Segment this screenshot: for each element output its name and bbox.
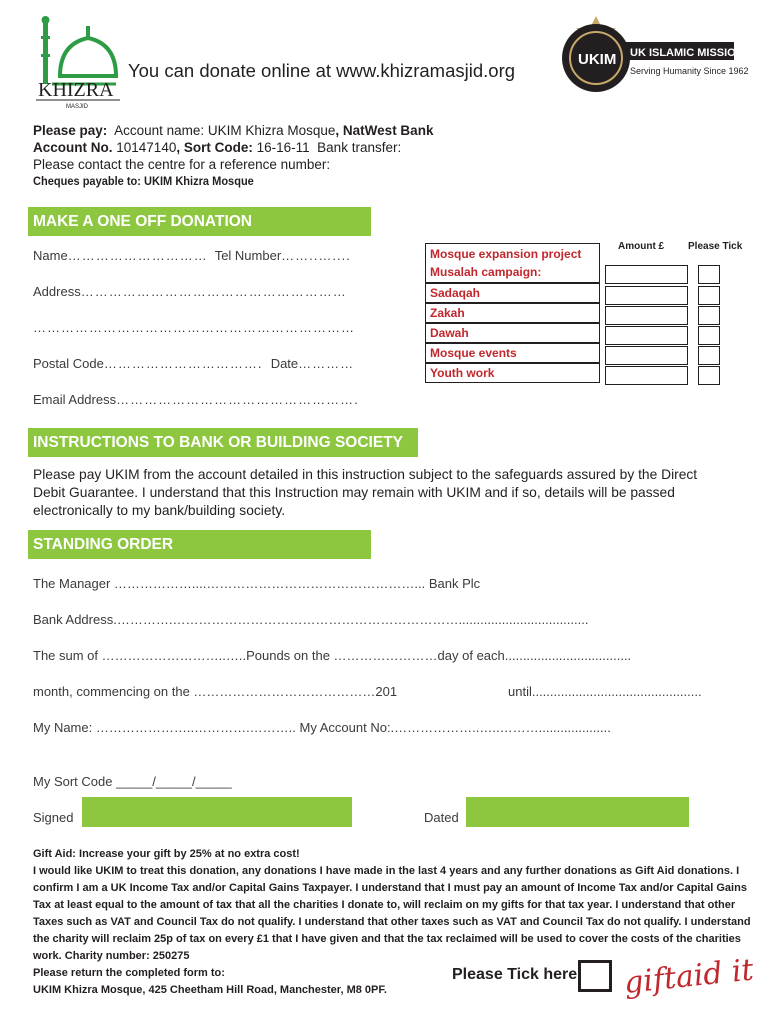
tick-checkbox[interactable] [698, 326, 720, 345]
contact-line: Please contact the centre for a reference number: [33, 157, 331, 172]
postal-date-field[interactable] [33, 356, 354, 371]
gift-aid-line: Gift Aid: Increase your gift by 25% at no extra cost! [33, 848, 300, 860]
mosque-logo-icon [30, 14, 122, 110]
account-name: Account name: UKIM Khizra Mosque [114, 123, 336, 138]
cause-list [425, 243, 600, 383]
email-field[interactable] [33, 392, 359, 407]
gift-aid-line: Taxes such as VAT and Council Tax do not qualify. I understand that other taxes such as VAT and Council Tax do not qualify. I understand [33, 916, 751, 928]
cause-dawah: Dawah [425, 323, 600, 343]
org-tagline: Serving Humanity Since 1962 [630, 66, 749, 76]
name-account-field[interactable]: My Name: …………………..………….……….. My Account No:.………………..…..……….................... [33, 720, 611, 735]
payment-info [33, 122, 433, 190]
gift-aid-line: work. Charity number: 250275 [33, 950, 190, 962]
address2-dots: …………………………………………………………… [33, 320, 355, 335]
cause-label: Musalah campaign: [430, 265, 542, 279]
badge-text: UKIM [578, 51, 617, 68]
tick-checkbox[interactable] [698, 286, 720, 305]
signature-box[interactable] [82, 797, 352, 827]
until-field[interactable]: until............................................... [508, 684, 702, 699]
account-no-value: 10147140 [116, 140, 177, 155]
amount-input[interactable] [605, 326, 688, 345]
logo-name: KHIZRA [38, 79, 114, 101]
page-headline: You can donate online at www.khizramasjid.org [128, 60, 516, 81]
instructions-banner: INSTRUCTIONS TO BANK OR BUILDING SOCIETY [28, 428, 418, 457]
gift-aid-line: confirm I am a UK Income Tax and/or Capital Gains Taxpayer. I understand that I must pay an amount of Income Tax and/or Capital Gains [33, 882, 747, 894]
sort-code-label: , Sort Code: [176, 140, 253, 155]
address-line-2[interactable] [33, 320, 355, 335]
standing-order-banner: STANDING ORDER [28, 530, 371, 559]
gift-aid-line: the charity will reclaim 25p of tax on every £1 that I have given and that the tax reclaimed will be used to cover the costs of the charities [33, 933, 741, 945]
donation-banner: MAKE A ONE OFF DONATION [28, 207, 371, 236]
email-label: Email Address [33, 392, 117, 407]
manager-field[interactable]: The Manager ………………....…………………………………………... Bank Plc [33, 576, 481, 591]
address-field[interactable] [33, 284, 347, 299]
gift-aid-checkbox[interactable] [578, 960, 612, 992]
address-dots: ………………………………………………… [80, 284, 347, 299]
amount-header: Amount £ [618, 241, 665, 252]
tick-header: Please Tick [688, 241, 743, 252]
bank-address-field[interactable]: Bank Address.………….………………………………………………………….................................... [33, 612, 589, 627]
sort-code-field[interactable]: My Sort Code _____/_____/_____ [33, 774, 232, 789]
dated-label: Dated [424, 810, 459, 825]
date-dots: ………… [298, 356, 355, 371]
khizra-logo [30, 14, 122, 110]
gift-aid-line: UKIM Khizra Mosque, 425 Cheetham Hill Road, Manchester, M8 0PF. [33, 984, 387, 996]
please-pay-label: Please pay: [33, 123, 108, 138]
cause-zakah: Zakah [425, 303, 600, 323]
sum-field[interactable]: The sum of ………………………..…..Pounds on the ……………………day of each................................... [33, 648, 632, 663]
gift-aid-line: I would like UKIM to treat this donation, any donations I have made in the last 4 years and any further donations as Gift Aid donations. I [33, 865, 740, 877]
name-field[interactable] [33, 248, 351, 263]
gift-aid-line: Please return the completed form to: [33, 967, 225, 979]
name-label: Name [33, 248, 68, 263]
amount-input[interactable] [605, 346, 688, 365]
gift-aid-line: Tax at least equal to the amount of tax that all the charities I donate to, will reclaim on my gifts for that tax year. I understand that other [33, 899, 736, 911]
ukim-logo [550, 14, 749, 104]
org-name: UK ISLAMIC MISSION [630, 47, 744, 59]
account-no-label: Account No. [33, 140, 113, 155]
cause-label: Mosque expansion project [430, 247, 582, 261]
cause-mosque-events: Mosque events [425, 343, 600, 363]
date-label: Date [270, 356, 299, 371]
tel-label: Tel Number [214, 248, 282, 263]
tel-dots: ……..….... [281, 248, 351, 263]
tick-checkbox[interactable] [698, 366, 720, 385]
ukim-badge-icon [550, 14, 749, 104]
giftaid-logo-icon [622, 948, 756, 1008]
logo-sub: MASJID [66, 104, 89, 110]
signed-label: Signed [33, 810, 74, 825]
commencing-field[interactable]: month, commencing on the ……………………………………201 [33, 684, 398, 699]
giftaid-logo [622, 948, 756, 1008]
tick-checkbox[interactable] [698, 346, 720, 365]
amount-input[interactable] [605, 286, 688, 305]
bank-name: , NatWest Bank [335, 123, 434, 138]
giftaid-logo-text: giftaid it [622, 952, 756, 1001]
cause-mosque-expansion [425, 243, 600, 283]
sort-code-value: 16-16-11 [256, 140, 310, 155]
amount-input[interactable] [605, 306, 688, 325]
name-dots: ………………………… [67, 248, 208, 263]
instructions-text: Please pay UKIM from the account detailed in this instruction subject to the safeguards assured by the Direct Debit Guarantee. I understand that this Instruction may remain with UKIM and if so, details will be passed electronically to my bank/building society. [33, 467, 698, 518]
please-tick-label: Please Tick here [452, 966, 578, 983]
cheques-line: Cheques payable to: UKIM Khizra Mosque [33, 174, 254, 188]
cause-sadaqah: Sadaqah [425, 283, 600, 303]
email-dots: ……………………………………………. [116, 392, 359, 407]
postal-label: Postal Code [33, 356, 104, 371]
bank-transfer: Bank transfer: [317, 140, 402, 155]
amount-input[interactable] [605, 366, 688, 385]
cause-youth-work: Youth work [425, 363, 600, 383]
tick-checkbox[interactable] [698, 306, 720, 325]
amount-input[interactable] [605, 265, 688, 284]
address-label: Address [33, 284, 81, 299]
date-box[interactable] [466, 797, 689, 827]
postal-dots: ……………………………. [103, 356, 268, 371]
tick-checkbox[interactable] [698, 265, 720, 284]
